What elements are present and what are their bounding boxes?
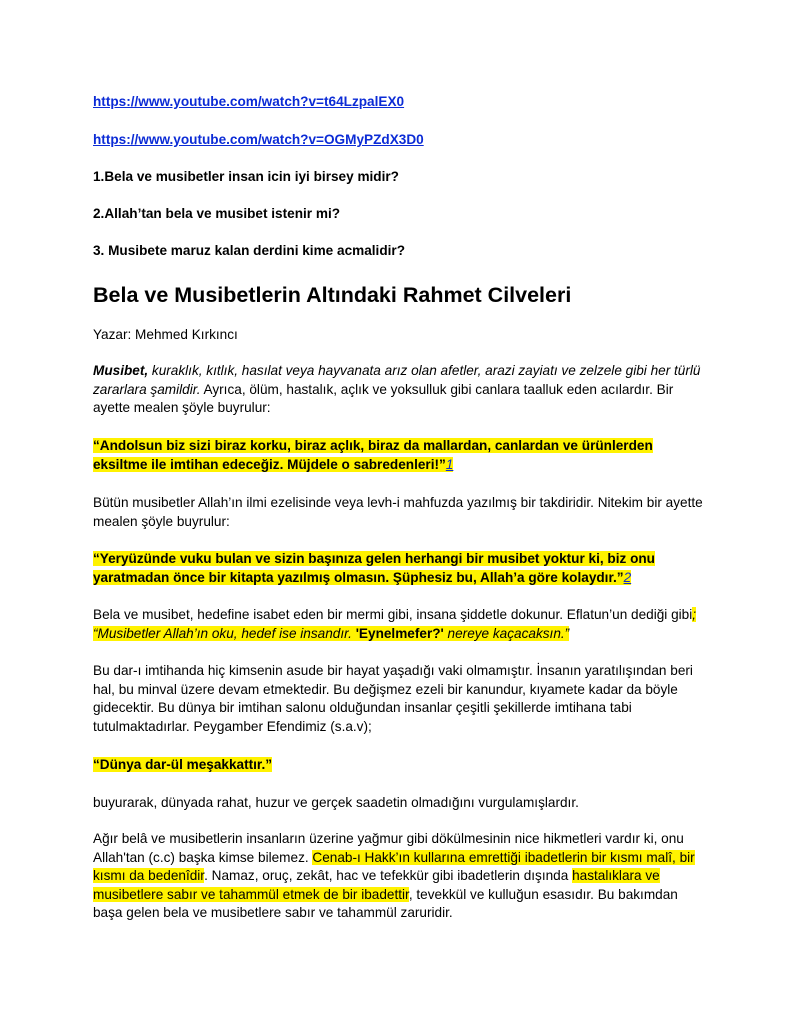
paragraph-takdir: Bütün musibetler Allah’ın ilmi ezelisinde veya levh-i mahfuzda yazılmış bir takdiridir. Nitekim bir ayette mealen şöyle buyrulur: bbox=[93, 495, 703, 529]
verse-1 bbox=[93, 437, 705, 474]
hikmetler-text-b: . Namaz, oruç, zekât, hac ve tefekkür gibi ibadetlerin dışında bbox=[204, 868, 573, 884]
verse-2 bbox=[93, 550, 705, 587]
verse-2-text: “Yeryüzünde vuku bulan ve sizin başınıza gelen herhangi bir musibet yoktur ki, biz onu yaratmadan önce bir kitapta yazılmış olmasın. Şüphesiz bu, Allah’a göre kolaydır.” bbox=[93, 551, 655, 585]
hikmetler-text-c: , tevekkül ve kulluğun esasıdır. Bu bakımdan başa gelen bela ve musibetlere sabır ve tahammül zaruridir. bbox=[93, 886, 678, 921]
definition-normal: Ayrıca, ölüm, hastalık, açlık ve yoksulluk gibi canlara taalluk eden acılardır. Bir ayette mealen şöyle buyrulur: bbox=[93, 381, 674, 416]
article-title: Bela ve Musibetlerin Altındaki Rahmet Cilveleri bbox=[93, 283, 572, 307]
question-2: 2.Allah’tan bela ve musibet istenir mi? bbox=[93, 206, 341, 221]
eflatun-quote-a: ; “Musibetler Allah’ın oku, hedef ise insandır. bbox=[93, 607, 697, 641]
eflatun-text: Bela ve musibet, hedefine isabet eden bir mermi gibi, insana şiddetle dokunur. Eflatun’un dediği gibi bbox=[93, 607, 693, 622]
footnote-2-link[interactable]: 2 bbox=[623, 569, 632, 585]
definition-italic: kuraklık, kıtlık, hasılat veya hayvanata arız olan afetler, arazi zayiatı ve zelzele gibi her türlü zararlara şamildir. bbox=[93, 363, 701, 397]
eflatun-quote-bold: 'Eynelmefer?' bbox=[355, 625, 444, 641]
paragraph-hikmetler bbox=[93, 830, 705, 923]
term-musibet: Musibet, bbox=[93, 363, 149, 378]
paragraph-musibet-definition bbox=[93, 362, 705, 418]
youtube-link-1[interactable]: https://www.youtube.com/watch?v=t64LzpalEX0 bbox=[93, 94, 405, 109]
question-1: 1.Bela ve musibetler insan icin iyi birsey midir? bbox=[93, 169, 399, 184]
link-line-2 bbox=[93, 131, 705, 150]
link-line-1 bbox=[93, 93, 705, 112]
verse-1-text: “Andolsun biz sizi biraz korku, biraz açlık, biraz da mallardan, canlardan ve ürünlerden eksiltme ile imtihan edeceğiz. Müjdele o sabredenleri!” bbox=[93, 438, 653, 472]
hikmetler-highlight-1: Cenab-ı Hakk’ın kullarına emrettiği ibadetlerin bir kısmı malî, bir kısmı da bedenîdir bbox=[93, 849, 695, 884]
hikmetler-highlight-2: hastalıklara ve musibetlere sabır ve tahammül etmek de bir ibadettir bbox=[93, 868, 660, 902]
paragraph-eflatun bbox=[93, 606, 705, 643]
hikmetler-text-a: Ağır belâ ve musibetlerin insanların üzerine yağmur gibi dökülmesinin nice hikmetleri vardır ki, onu Allah'tan (c.c) başka kimse bilemez. bbox=[93, 831, 684, 865]
footnote-1-link[interactable]: 1 bbox=[445, 456, 454, 472]
hadith-quote bbox=[93, 756, 705, 775]
paragraph-buyurarak: buyurarak, dünyada rahat, huzur ve gerçek saadetin olmadığını vurgulamışlardır. bbox=[93, 795, 579, 810]
paragraph-dar-i-imtihan: Bu dar-ı imtihanda hiç kimsenin asude bir hayat yaşadığı vaki olmamıştır. İnsanın yaratılışından beri hal, bu minval üzere devam etmektedir. Bu değişmez ezeli bir kanundur, kıyamete kadar da böyle gidecektir. Bu dünya bir imtihan salonu olduğundan insanlar çeşitli şekillerde imtihana tabi tutulmaktadırlar. Peygamber Efendimiz (s.a.v); bbox=[93, 663, 693, 734]
question-3: 3. Musibete maruz kalan derdini kime acmalidir? bbox=[93, 243, 406, 258]
author-line: Yazar: Mehmed Kırkıncı bbox=[93, 327, 238, 342]
youtube-link-2[interactable]: https://www.youtube.com/watch?v=OGMyPZdX3D0 bbox=[93, 132, 424, 147]
hadith-quote-text: “Dünya dar-ül meşakkattır.” bbox=[93, 757, 273, 772]
eflatun-quote-b: nereye kaçacaksın.” bbox=[443, 625, 570, 641]
